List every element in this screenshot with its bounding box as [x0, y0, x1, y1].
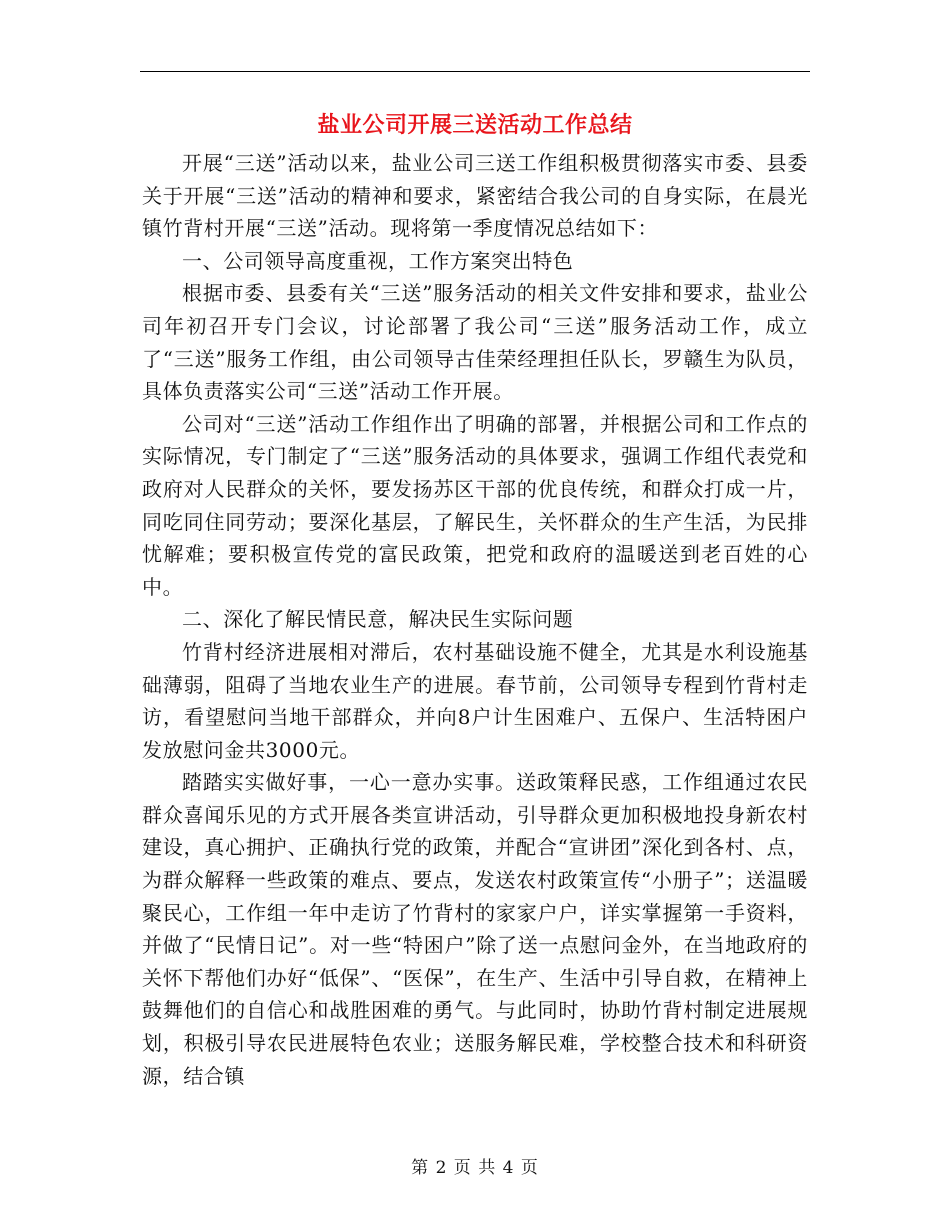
body-paragraph: 踏踏实实做好事，一心一意办实事。送政策释民惑，工作组通过农民群众喜闻乐见的方式开展各类宣讲活动，引导群众更加积极地投身新农村建设，真心拥护、正确执行党的政策，并配合“宣讲团”深化到各村、点，为群众解释一些政策的难点、要点，发送农村政策宣传“小册子”；送温暖聚民心，工作组一年中走访了竹背村的家家户户，详实掌握第一手资料，并做了“民情日记”。对一些“特困户”除了送一点慰问金外，在当地政府的关怀下帮他们办好“低保”、“医保”，在生产、生活中引导自救，在精神上鼓舞他们的自信心和战胜困难的勇气。与此同时，协助竹背村制定进展规划，积极引导农民进展特色农业；送服务解民难，学校整合技术和科研资源，结合镇: [142, 770, 808, 1088]
intro-paragraph: 开展“三送”活动以来，盐业公司三送工作组积极贯彻落实市委、县委关于开展“三送”活动的精神和要求，紧密结合我公司的自身实际，在晨光镇竹背村开展“三送”活动。现将第一季度情况总结如下：: [142, 151, 808, 241]
section-heading-1: 一、公司领导高度重视，工作方案突出特色: [182, 248, 574, 273]
body-paragraph: 竹背村经济进展相对滞后，农村基础设施不健全，尤其是水利设施基础薄弱，阻碍了当地农业生产的进展。春节前，公司领导专程到竹背村走访，看望慰问当地干部群众，并向8户计生困难户、五保户、生活特困户发放慰问金共3000元。: [142, 639, 808, 762]
document-body: [142, 103, 808, 1092]
body-paragraph: 根据市委、县委有关“三送”服务活动的相关文件安排和要求，盐业公司年初召开专门会议，讨论部署了我公司“三送”服务活动工作，成立了“三送”服务工作组，由公司领导古佳荣经理担任队长，罗赣生为队员，具体负责落实公司“三送”活动工作开展。: [142, 281, 808, 404]
document-title: 盐业公司开展三送活动工作总结: [317, 112, 633, 138]
page-number: 第 2 页 共 4 页: [411, 1158, 539, 1178]
header-rule: [140, 71, 810, 72]
body-paragraph: 公司对“三送”活动工作组作出了明确的部署，并根据公司和工作点的实际情况，专门制定了“三送”服务活动的具体要求，强调工作组代表党和政府对人民群众的关怀，要发扬苏区干部的优良传统，和群众打成一片，同吃同住同劳动；要深化基层，了解民生，关怀群众的生产生活，为民排忧解难；要积极宣传党的富民政策，把党和政府的温暖送到老百姓的心中。: [142, 411, 808, 599]
section-heading-2: 二、深化了解民情民意，解决民生实际问题: [182, 607, 574, 632]
